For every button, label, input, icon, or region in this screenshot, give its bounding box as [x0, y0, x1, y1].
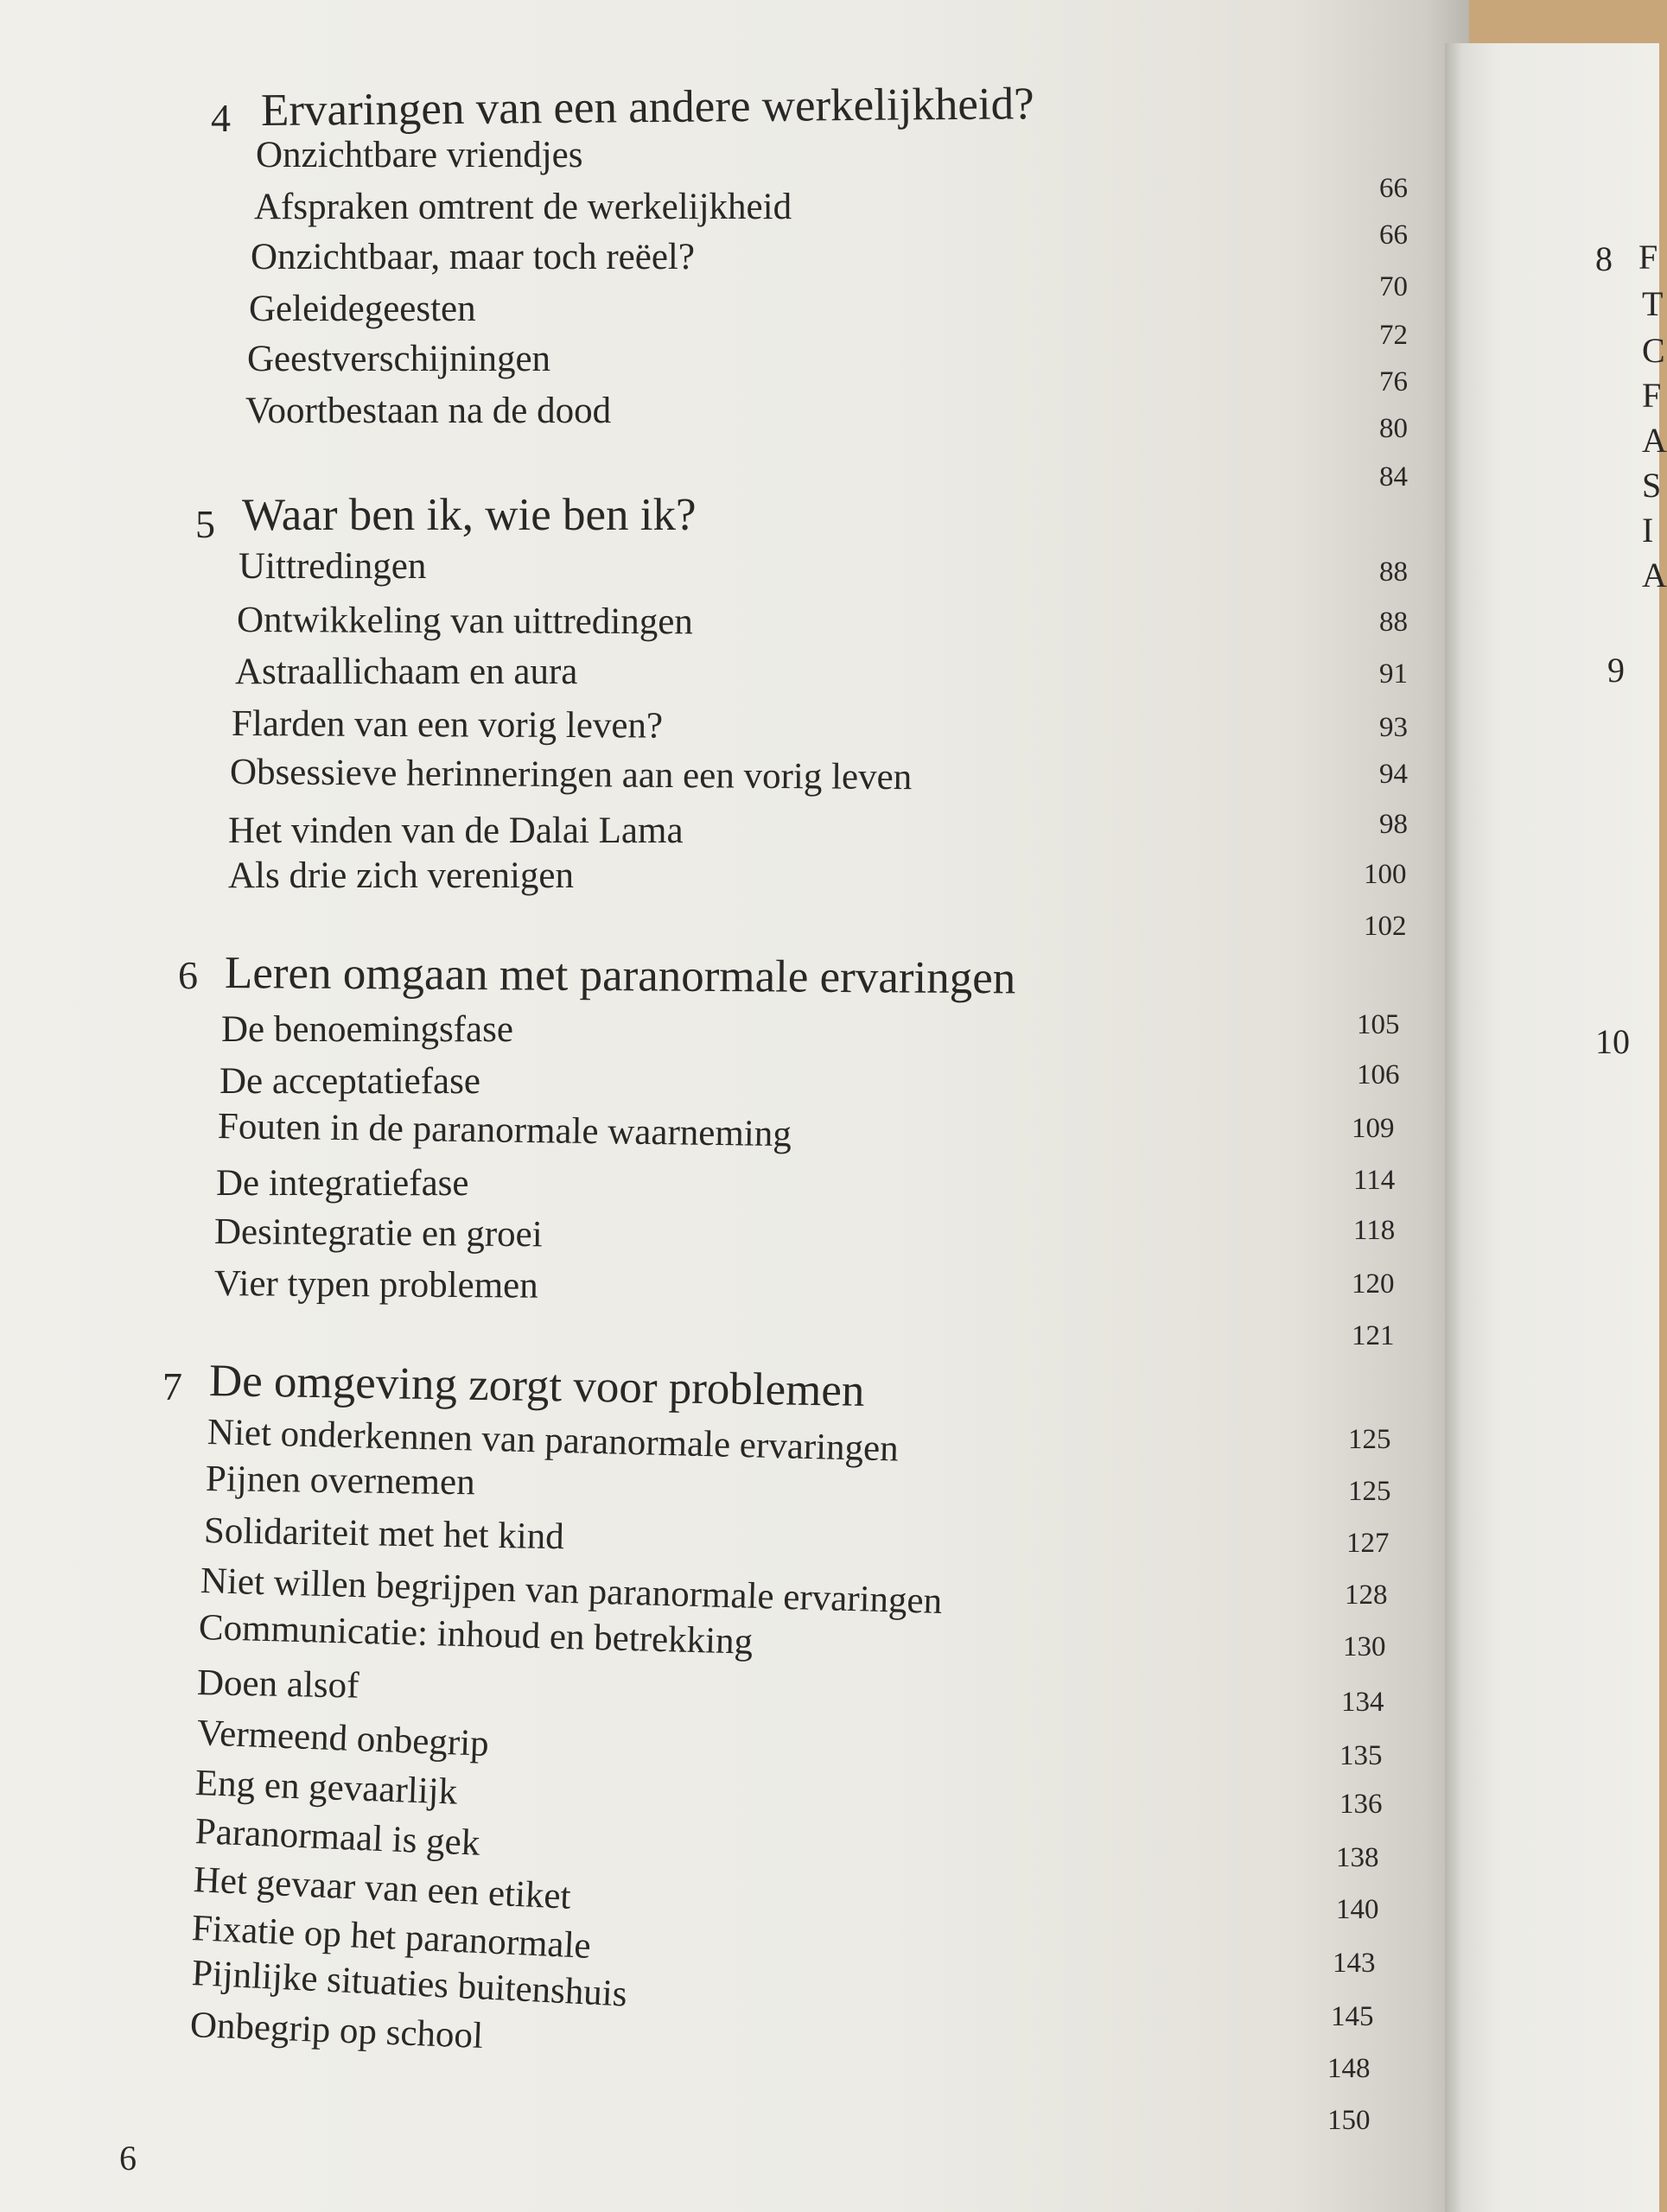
chapter-number: 5 — [195, 502, 215, 546]
toc-entry-title: Pijnen overnemen — [205, 1459, 475, 1503]
right-page-letter: A — [1642, 556, 1667, 594]
toc-entry-title: Voortbestaan na de dood — [245, 391, 612, 431]
toc-entry-page: 98 — [1379, 809, 1408, 840]
toc-entry-page: 93 — [1379, 712, 1408, 743]
toc-entry-page: 94 — [1379, 759, 1408, 790]
toc-entry-title: Desintegratie en groei — [213, 1211, 543, 1255]
toc-entry-title: Het gevaar van een etiket — [192, 1859, 572, 1917]
toc-entry-title: Solidariteit met het kind — [203, 1510, 565, 1558]
toc-entry-page: 72 — [1379, 320, 1408, 351]
chapter-title: Ervaringen van een andere werkelijkheid? — [260, 79, 1034, 136]
toc-entry-title: Communicatie: inhoud en betrekking — [198, 1607, 754, 1662]
toc-entry-page: 125 — [1348, 1476, 1391, 1507]
toc-entry-page: 120 — [1352, 1268, 1395, 1300]
toc-entry-page: 88 — [1379, 607, 1408, 638]
chapter-page-number: 125 — [1348, 1424, 1391, 1455]
toc-entry-title: De benoemingsfase — [221, 1009, 513, 1050]
right-page-letter: F — [1642, 376, 1662, 415]
toc-entry-title: Ontwikkeling van uittredingen — [236, 600, 693, 643]
toc-entry-page: 100 — [1364, 859, 1407, 890]
toc-entry-page: 84 — [1379, 461, 1408, 493]
page-folio: 6 — [119, 2139, 137, 2177]
chapter-number: 6 — [178, 953, 198, 997]
right-page-letter: A — [1642, 421, 1667, 460]
right-page-chapter-number: 10 — [1595, 1022, 1630, 1061]
toc-entry-page: 80 — [1379, 413, 1408, 444]
toc-entry-title: Afspraken omtrent de werkelijkheid — [254, 187, 792, 227]
toc-entry-page: 134 — [1341, 1687, 1384, 1718]
toc-entry-title: De acceptatiefase — [220, 1061, 480, 1102]
chapter-page-number: 88 — [1379, 556, 1408, 588]
toc-entry-title: Flarden van een vorig leven? — [231, 703, 664, 747]
toc-entry-page: 91 — [1379, 658, 1408, 690]
chapter-title: De omgeving zorgt voor problemen — [208, 1356, 865, 1416]
toc-entry-title: Obsessieve herinneringen aan een vorig leven — [229, 752, 913, 798]
toc-entry-page: 140 — [1336, 1894, 1379, 1925]
toc-entry-title: Vermeend onbegrip — [196, 1713, 490, 1764]
toc-entry-page: 66 — [1379, 219, 1408, 251]
toc-entry-title: Vier typen problemen — [213, 1263, 538, 1306]
right-page-chapter-number: 8 — [1595, 239, 1613, 278]
toc-entry-page: 76 — [1379, 366, 1408, 397]
toc-entry-title: Als drie zich verenigen — [228, 855, 574, 896]
toc-entry-title: Paranormaal is gek — [194, 1811, 481, 1864]
toc-entry-title: Geleidegeesten — [249, 289, 476, 329]
toc-entry-title: Eng en gevaarlijk — [194, 1763, 458, 1813]
toc-entry-title: Fixatie op het paranormale — [190, 1908, 592, 1967]
toc-entry-page: 127 — [1346, 1528, 1390, 1559]
toc-entry-title: Niet willen begrijpen van paranormale ervaringen — [200, 1560, 943, 1622]
chapter-number: 4 — [211, 96, 231, 140]
toc-entry-page: 150 — [1327, 2105, 1371, 2136]
right-page-letter: I — [1642, 511, 1654, 550]
chapter-title: Waar ben ik, wie ben ik? — [242, 490, 697, 540]
toc-entry-title: Onzichtbare vriendjes — [256, 135, 583, 175]
toc-entry-page: 130 — [1343, 1631, 1386, 1662]
right-page-letter: T — [1642, 284, 1664, 323]
toc-entry-title: Uittredingen — [239, 546, 427, 587]
toc-entry-title: Geestverschijningen — [247, 339, 551, 379]
toc-entry-page: 136 — [1339, 1789, 1383, 1820]
right-page-letter: F — [1638, 238, 1658, 276]
toc-entry-page: 135 — [1339, 1740, 1383, 1771]
right-page-chapter-number: 9 — [1607, 651, 1625, 690]
toc-entry-page: 138 — [1336, 1842, 1379, 1873]
toc-entry-title: De integratiefase — [216, 1163, 469, 1204]
toc-entry-page: 106 — [1357, 1059, 1400, 1090]
toc-entry-page: 145 — [1331, 2001, 1374, 2032]
toc-entry-page: 121 — [1352, 1320, 1395, 1351]
toc-entry-page: 118 — [1353, 1215, 1396, 1246]
chapter-title: Leren omgaan met paranormale ervaringen — [224, 948, 1016, 1004]
toc-entry-page: 70 — [1379, 271, 1408, 302]
chapter-number: 7 — [162, 1364, 182, 1408]
right-page — [1445, 43, 1662, 2212]
toc-entry-page: 102 — [1364, 911, 1407, 942]
toc-entry-page: 148 — [1327, 2053, 1371, 2084]
toc-entry-title: Onbegrip op school — [189, 2005, 484, 2057]
toc-entry-title: Onzichtbaar, maar toch reëel? — [251, 237, 695, 277]
chapter-page-number: 66 — [1379, 173, 1408, 204]
right-page-letter: C — [1642, 331, 1665, 370]
toc-entry-title: Het vinden van de Dalai Lama — [228, 810, 684, 851]
toc-entry-page: 143 — [1333, 1948, 1376, 1979]
toc-entry-page: 109 — [1352, 1113, 1395, 1144]
toc-entry-title: Fouten in de paranormale waarneming — [217, 1106, 792, 1155]
toc-entry-page: 114 — [1353, 1165, 1396, 1196]
toc-entry-title: Niet onderkennen van paranormale ervaringen — [207, 1412, 900, 1470]
toc-entry-title: Doen alsof — [196, 1662, 359, 1707]
chapter-page-number: 105 — [1357, 1009, 1400, 1040]
toc-entry-page: 128 — [1345, 1580, 1388, 1611]
toc-entry-title: Pijnlijke situaties buitenshuis — [190, 1953, 628, 2015]
right-page-letter: S — [1642, 466, 1662, 505]
toc-entry-title: Astraallichaam en aura — [235, 652, 578, 692]
